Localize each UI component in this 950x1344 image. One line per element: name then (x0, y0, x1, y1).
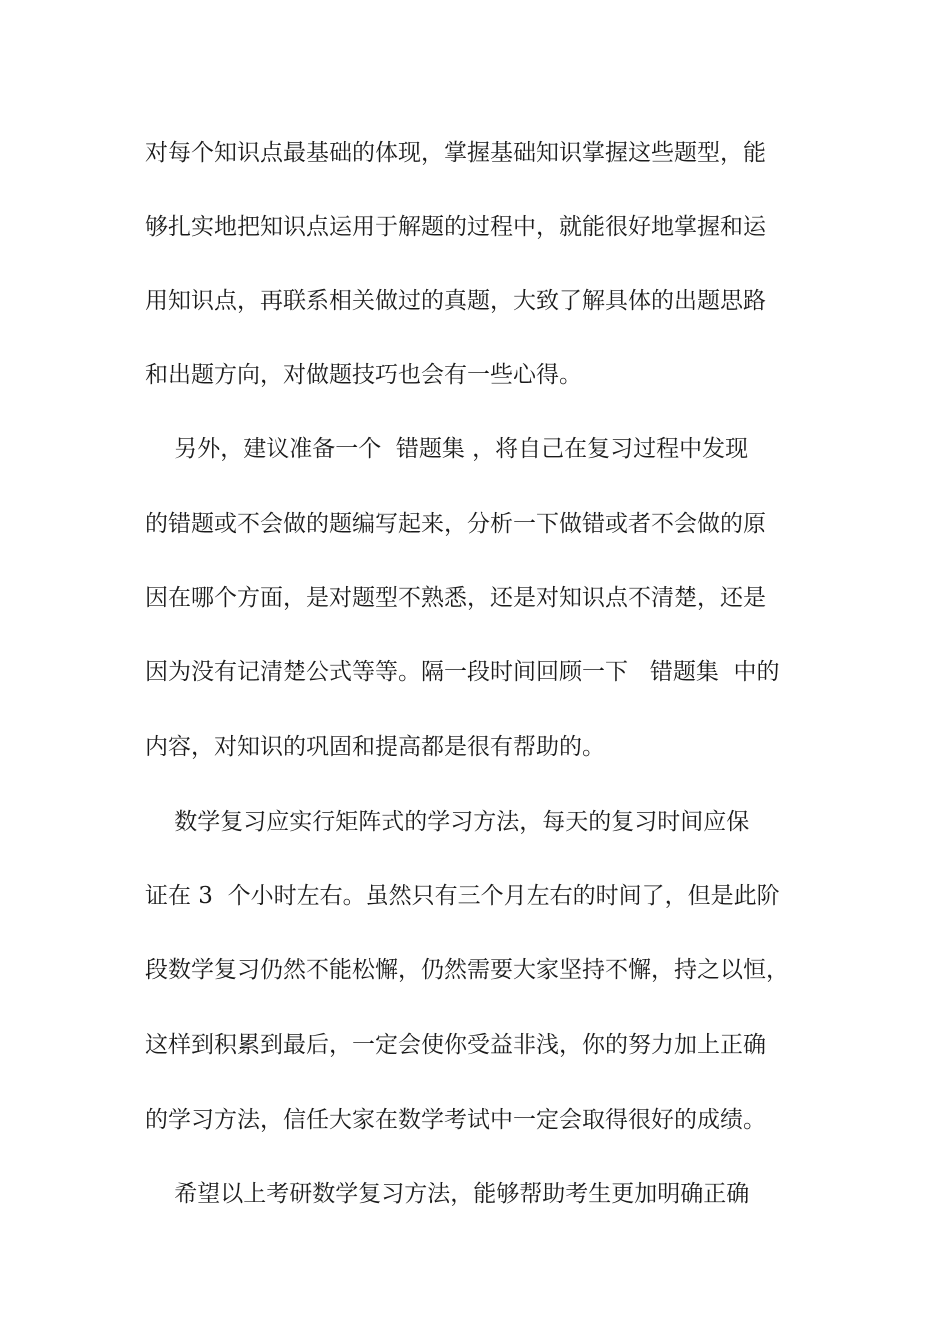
text-line: 的错题或不会做的题编写起来，分析一下做错或者不会做的原 (145, 511, 766, 537)
text-line: 用知识点，再联系相关做过的真题，大致了解具体的出题思路 (145, 288, 766, 314)
text-line: 对每个知识点最基础的体现，掌握基础知识掌握这些题型，能 (145, 140, 766, 166)
text-line: 这样到积累到最后，一定会使你受益非浅，你的努力加上正确 (145, 1032, 766, 1058)
text-line: 另外，建议准备一个 错题集 ，将自己在复习过程中发现 (145, 436, 749, 462)
text-line: 内容，对知识的巩固和提高都是很有帮助的。 (145, 734, 605, 760)
text-line: 因为没有记清楚公式等等。隔一段时间回顾一下 错题集 中的 (145, 659, 780, 685)
text-line: 和出题方向，对做题技巧也会有一些心得。 (145, 362, 582, 388)
text-line: 数学复习应实行矩阵式的学习方法，每天的复习时间应保 (145, 809, 750, 835)
text-line: 段数学复习仍然不能松懈，仍然需要大家坚持不懈，持之以恒， (145, 957, 789, 983)
text-line: 的学习方法，信任大家在数学考试中一定会取得很好的成绩。 (145, 1107, 766, 1133)
text-line: 希望以上考研数学复习方法，能够帮助考生更加明确正确 (145, 1181, 750, 1207)
text-line: 够扎实地把知识点运用于解题的过程中，就能很好地掌握和运 (145, 214, 766, 240)
text-line: 证在 3 个小时左右。虽然只有三个月左右的时间了，但是此阶 (145, 883, 780, 909)
text-line: 因在哪个方面，是对题型不熟悉，还是对知识点不清楚，还是 (145, 585, 766, 611)
